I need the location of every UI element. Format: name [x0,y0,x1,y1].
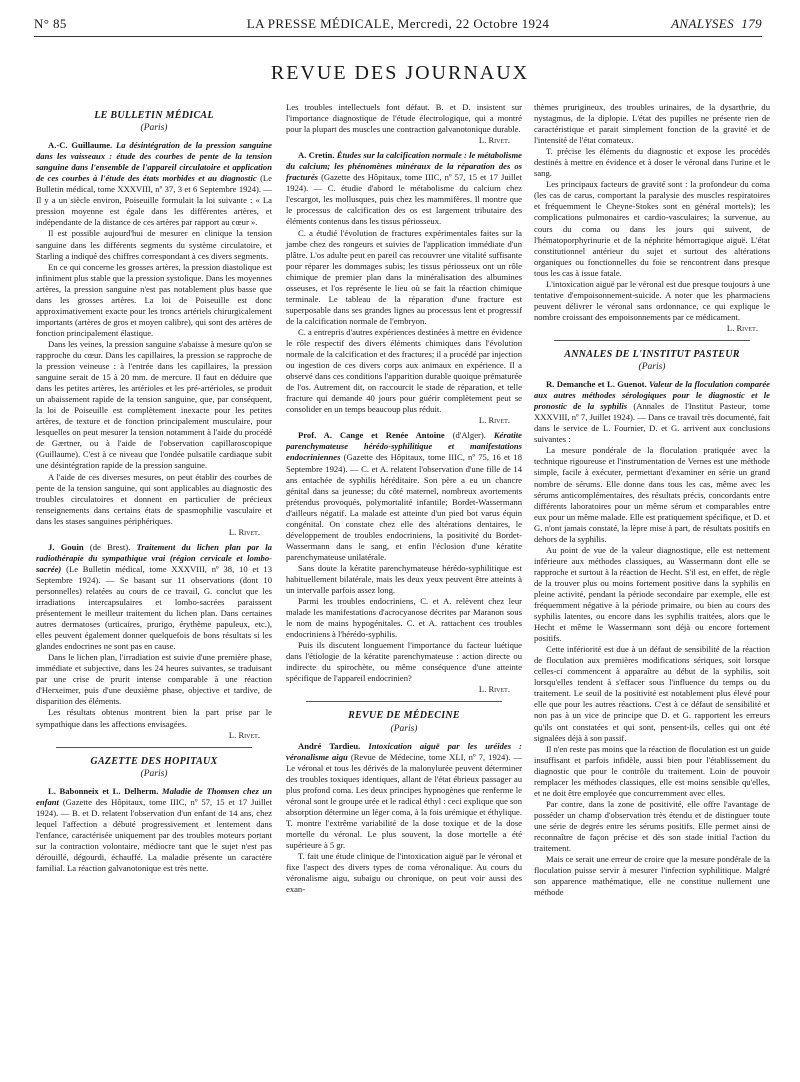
paragraph: C. a étudié l'évolution de fractures expérimentales faites sur la jambe chez des rongeurs et suivies de l'application immédiate d'un plâtre. L'os adulte peut en pareil cas recouvrer une vitalité suffisante pour réparer les dommages subis; les tissus périosseux ont un rôle chimique de premier plan dans la minéralisation des albumines osseuses, et l'os représente le lieu où se fait la réaction chimique terminale. Le tableau de la réparation d'une fracture est superposable dans ses grandes lignes au processus lent et progressif de la calcification normale de l'embryon. [286,227,522,326]
paragraph: Les troubles intellectuels font défaut. B. et D. insistent sur l'importance diagnostique de l'étude électrologique, qui a montré pour la plupart des muscles une contraction galvanotonique durable. [286,102,522,135]
paragraph: Il est possible aujourd'hui de mesurer en clinique la tension sanguine dans les différents segments du système circulatoire, et Starling a indiqué des chiffres correspondant à ces divers segments. [36,228,272,261]
paragraph: T. précise les éléments du diagnostic et expose les procédés destinés à mettre en évidence et à doser le véronal dans l'urine et le sang. [534,146,770,179]
paragraph: L'intoxication aiguë par le véronal est due presque toujours à une tentative d'empoisonnement-suicide. A noter que les pharmaciens peuvent délivrer le véronal sans ordonnance, ce qui explique le nombre croissant des empoisonnements par ce médicament. [534,278,770,322]
article-lead: Prof. A. Cange et Renée Antoine (d'Alger). Kératite parenchymateuse hérédo-syphilitique et manifestations endocriniennes (Gazette des Hôpitaux, tome IIIC, nº 75, 16 et 18 Septembre 1924). — C. et A. relatent l'observation d'une fille de 14 ans entachée de syphilis héréditaire. Son père a eu un chancre génital dans sa jeunesse; du côté maternel, nombreux avortements prétendus provoqués, polymortalité infantile; Bordet-Wassermann d'ailleurs négatif. La malade est atteinte d'un pied bot varus équin congénital. On constate chez elle des altérations dentaires, le développement de troubles endocriniens, la positivité du Bordet-Wassermann dans le sang, et enfin l'éclosion d'une kératite parenchymateuse unilatérale. [286,430,522,562]
divider [56,747,252,748]
column-2 [286,102,522,895]
signature: L. Rivet. [726,322,758,333]
paragraph: Il n'en reste pas moins que la réaction de floculation est un guide insuffisant et parfois infidèle, aussi bien pour l'établissement du diagnostic que pour le contrôle du traitement. Loin de pouvoir remplacer les méthodes classiques, elle est moins sensible qu'elles, et ne doit être employée que concurremment avec elles. [534,743,770,798]
paragraph: A l'aide de ces diverses mesures, on peut établir des courbes de pente de la tension sanguine, qui sont applicables au diagnostic des troubles circulatoires et donnent en particulier de précieux renseignements dans certains états de spasmophilie vasculaire et dans les stases sanguines périphériques. [36,471,272,526]
paragraph: Mais ce serait une erreur de croire que la mesure pondérale de la floculation puisse servir à mesurer l'infection syphilitique. Malgré son apparence mathématique, elle ne constitue nullement une méthode [534,854,770,898]
section-heading: GAZETTE DES HOPITAUX [90,755,218,767]
divider [306,701,502,702]
paragraph: Puis ils discutent longuement l'importance du facteur luétique dans l'étiologie de la kératite parenchymateuse : action directe ou indirecte du spirochète, ou même conséquence d'une atteinte spécifique de l'appareil endocrinien? [286,640,522,684]
article-lead: André Tardieu. Intoxication aiguë par les uréides : véronalisme aigu (Revue de Médecine, tome XLI, nº 7, 1924). — Le véronal et tous les dérivés de la malonylurée peuvent déterminer des troubles toxiques identiques, allant de l'état ébrieux passager au plus profond coma. Les deux principes hypnogènes que renferme le véronal sont le groupe urée et le radical éthyl : ceci explique que son absorption détermine un léger coma, à la fois urémique et éthylique. T. montre l'extrême variabilité de la dose toxique et de la dose mortelle du véronal. Le plus souvent, la dose mortelle a été supérieure à 5 gr. [286,740,522,850]
paragraph: Sans doute la kératite parenchymateuse hérédo-syphilitique est habituellement bilatérale, mais les deux yeux peuvent être atteints à un intervalle parfois assez long. [286,562,522,596]
article-lead: A. Cretin. Études sur la calcification normale : le métabolisme du calcium; les phénomènes minéraux de la réparation des os fracturés (Gazette des Hôpitaux, tome IIIC, nº 57, 15 et 17 Juillet 1924). — C. étudie d'abord le métabolisme du calcium chez l'escargot, les mollusques, puis chez les mammifères. Il montre que le processus de calcification des os est largement tributaire des éléments contenus dans les tissus périosseux. [286,150,523,227]
signature: L. Rivet. [478,415,510,426]
article-lead: J. Gouin (de Brest). Traitement du lichen plan par la radiothérapie du sympathique vrai (région cervicale et lombo-sacrée) (Le Bulletin médical, tome XXXVIII, nº 38, 10 et 13 Septembre 1924). — Se basant sur 11 observations (dont 10 personnelles) relatées au cours de ce travail, G. conclut que les irradiations intercapsulaires et lombo-sacrées paraissent présentement le meilleur traitement du lichen plan. Dans certaines autres dermatoses (urticaires, prurigo, érythème papuleux, etc.), elles peuvent également donner quelquefois de bons résultats si les glandes endocrines ne sont pas en cause. [36,541,272,652]
signature: L. Rivet. [478,684,510,695]
paragraph: C. a entrepris d'autres expériences destinées à mettre en évidence le rôle respectif des divers éléments chimiques dans l'évolution normale de la calcification et des fractures; il a procédé par injection ou ingestion de ces divers corps aux animaux en expérience. Il a observé dans ces conditions l'apparition durable quoique prématurée de l'os. Autrement dit, on raccourcit le stade de réparation, et telle fracture qui demande 40 jours pour guérir complètement peut se consolider en un temps beaucoup plus réduit. [286,326,522,415]
article-lead: L. Babonneix et L. Delherm. Maladie de Thomsen chez un enfant (Gazette des Hôpitaux, tome IIIC, nº 57, 15 et 17 Juillet 1924). — B. et D. relatent l'observation d'un enfant de 14 ans, chez lequel l'affection a débuté progressivement et lentement dans l'enfance, caractérisée uniquement par des troubles moteurs portant sur la contraction volontaire, médiocre tant que le sujet n'est pas dérouillé, dégourdi, échauffé. La maladie présente un caractère familial. La réaction galvanotonique est très nette. [36,785,273,874]
page-title: REVUE DES JOURNAUX [270,62,530,84]
section-location: (Paris) [140,768,168,779]
journal-name: LA PRESSE MÉDICALE, Mercredi, 22 Octobre 1924 [246,16,550,31]
column-1 [36,102,272,874]
paragraph: La mesure pondérale de la floculation pratiquée avec la technique rigoureuse et l'instrumentation de Vernes est une méthode simple, facile à exécuter, permettant d'examiner en série un grand nombre de sérums. Elle donne dans tous les cas, même avec les sérums anticomplémentaires, des résultats précis, concordants entre différents laboratoires pour un même sérum et comparables entre eux pour un même malade. Elle est pratiquement spécifique, et D. et G. n'ont jamais constaté, la lèpre mise à part, de résultats positifs en dehors de la syphilis. [534,445,770,544]
header-rule [34,36,762,37]
signature: L. Rivet. [228,526,260,537]
article-lead: R. Demanche et L. Guenot. Valeur de la floculation comparée aux autres méthodes sérologiques pour le diagnostic et le pronostic de la syphilis (Annales de l'Institut Pasteur, tome XXXVIII, nº 7, Juillet 1924). — Dans ce travail très documenté, fait dans le service de L. Fournier, D. et G. arrivent aux conclusions suivantes : [534,379,770,445]
section-location: (Paris) [638,362,666,373]
paragraph: Au point de vue de la valeur diagnostique, elle est nettement inférieure aux méthodes classiques, au Wassermann dont elle se rapproche et surtout à la réaction de Hecht. S'il est, en effet, de règle de la trouver plus ou moins fortement positive dans la syphilis en pleine activité, pendant la période secondaire par exemple, elle est fréquemment négative à la période primaire, ou bien au cours des syphilis latentes, ou encore dans les syphilis traitées, alors que le Hecht et même le Wassermann sont déjà ou encore fortement positifs. [534,544,770,644]
section-heading: REVUE DE MÉDECINE [348,710,460,722]
running-header [34,16,762,36]
section-page: ANALYSES 179 [671,16,762,31]
signature: L. Rivet. [228,729,260,740]
section-heading: LE BULLETIN MÉDICAL [94,110,214,121]
paragraph: Dans les veines, la pression sanguine s'abaisse à mesure qu'on se rapproche du cœur. Dans les capillaires, la pression se rapproche de la pression veineuse : à l'entrée dans les capillaires, la pression sanguine serait de 15 à 20 mm. de mercure. Il faut en déduire que dans les petites artères, les artérioles et les pré-artérioles, se produit un abaissement rapide de la tension sanguine, que, par conséquent, la loi de Poiseuille est complètement inexacte pour les petites artères, de texture et de fonction principalement musculaire, pour lesquelles on peut mesurer la tension notamment à l'aide du procédé de Gærtner, ou à l'aide de l'observation capillaroscopique (Guillaume). C'est à ce niveau que l'ondée pulsatile cardiaque subit une désintégration rapide de la pression sanguine. [36,338,272,471]
paragraph: En ce qui concerne les grosses artères, la pression diastolique est infiniment plus stable que la pression systolique. Dans les moyennes artères, la pression sanguine n'est pas notablement plus basse que dans les grosses artères. La loi de Poiseuille est donc approximativement exacte pour les troncs artériels chirurgicalement importants (artères de gros et moyen calibre), qui sont des artères de fonction principalement élastique. [36,261,272,338]
signature: L. Rivet. [478,135,510,146]
paragraph: Cette infériorité est due à un défaut de sensibilité de la réaction de floculation aux premières modifications sériques, soit lorsque celles-ci commencent à apparaître au début de la syphilis, soit lorsqu'elles tendent à s'effacer sous l'influence du temps ou du traitement. Le seuil de la positivité est notablement plus élevé pour elle que pour les autres réactions. C'est à ce défaut de sensibilité et non pas à un vice de principe que D. et G. rapportent les erreurs qu'ils ont constatées et qui sont, pensent-ils, celles qui ont été signalées déjà à son passif. [534,644,770,743]
paragraph: thèmes prurigineux, des troubles urinaires, de la dysarthrie, du nystagmus, de la diplopie. L'état des pupilles ne présente rien de caractéristique et parait simplement fonction de la gravité et de l'intensité de l'état comateux. [534,102,770,146]
section-heading: ANNALES DE L'INSTITUT PASTEUR [564,348,740,360]
article-lead: A.-C. Guillaume. La désintégration de la pression sanguine dans les vaisseaux : étude des courbes de pente de la tension sanguine dans l'ensemble de l'appareil circulatoire et application de ces courbes à l'étude des états morbides et au diagnostic (Le Bulletin médical, tome XXXVIII, nº 37, 3 et 6 Septembre 1924). — Il y a un siècle environ, Poiseuille formulait la loi suivante : « La pression moyenne est égale dans les différentes artères, et indépendante de la distance de ces artères par rapport au cœur ». [36,140,272,228]
paragraph: Dans le lichen plan, l'irradiation est suivie d'une première phase, immédiate et subjective, dans les 24 heures suivantes, se traduisant par une crise de prurit intense comparable à une réaction d'Herxeimer, puis d'une deuxième phase, objective et tardive, de disparition des éléments. [36,652,272,707]
section-location: (Paris) [390,723,418,734]
column-3 [534,102,770,898]
issue-number: N° 85 [34,16,67,31]
paragraph: Parmi les troubles endocriniens, C. et A. relèvent chez leur malade les manifestations d'acrocyanose décrites par Maranon sous le nom de mains hypogénitales. C. et A. rattachent ces troubles endocriniens à l'hérédo-syphilis. [286,596,522,640]
divider [554,340,750,341]
paragraph: Les résultats obtenus montrent bien la part prise par le sympathique dans les affections envisagées. [36,707,272,729]
section-location: (Paris) [140,123,168,134]
paragraph: Les principaux facteurs de gravité sont : la profondeur du coma (les cas de carus, comportant la paralysie des muscles respiratoires et fréquemment le Cheyne-Stokes sont en général mortels); les complications pulmonaires et cardio-vasculaires; la survenue, au cours du coma ou dans les jours qui suivent, de l'hématoporphyrinurie et de la néphrite hémorragique aiguë. L'état constitutionnel antérieur du sujet et surtout des altérations organiques ou fonctionnelles du foie se rencontrent dans presque tous les cas à issue fatale. [534,179,770,278]
paragraph: Par contre, dans la zone de positivité, elle offre l'avantage de posséder un champ d'observation très étendu et de distinguer toute une série de degrés entre les sérums positifs. Elle permet ainsi de reconnaître de façon précise et dès son stade initial l'action du traitement. [534,798,770,854]
paragraph: T. fait une étude clinique de l'intoxication aiguë par le véronal et fixe l'aspect des divers types de coma véronalique. Au cours du véronalisme aigu, subaigu ou chronique, on peut voir aussi des exan- [286,851,522,895]
